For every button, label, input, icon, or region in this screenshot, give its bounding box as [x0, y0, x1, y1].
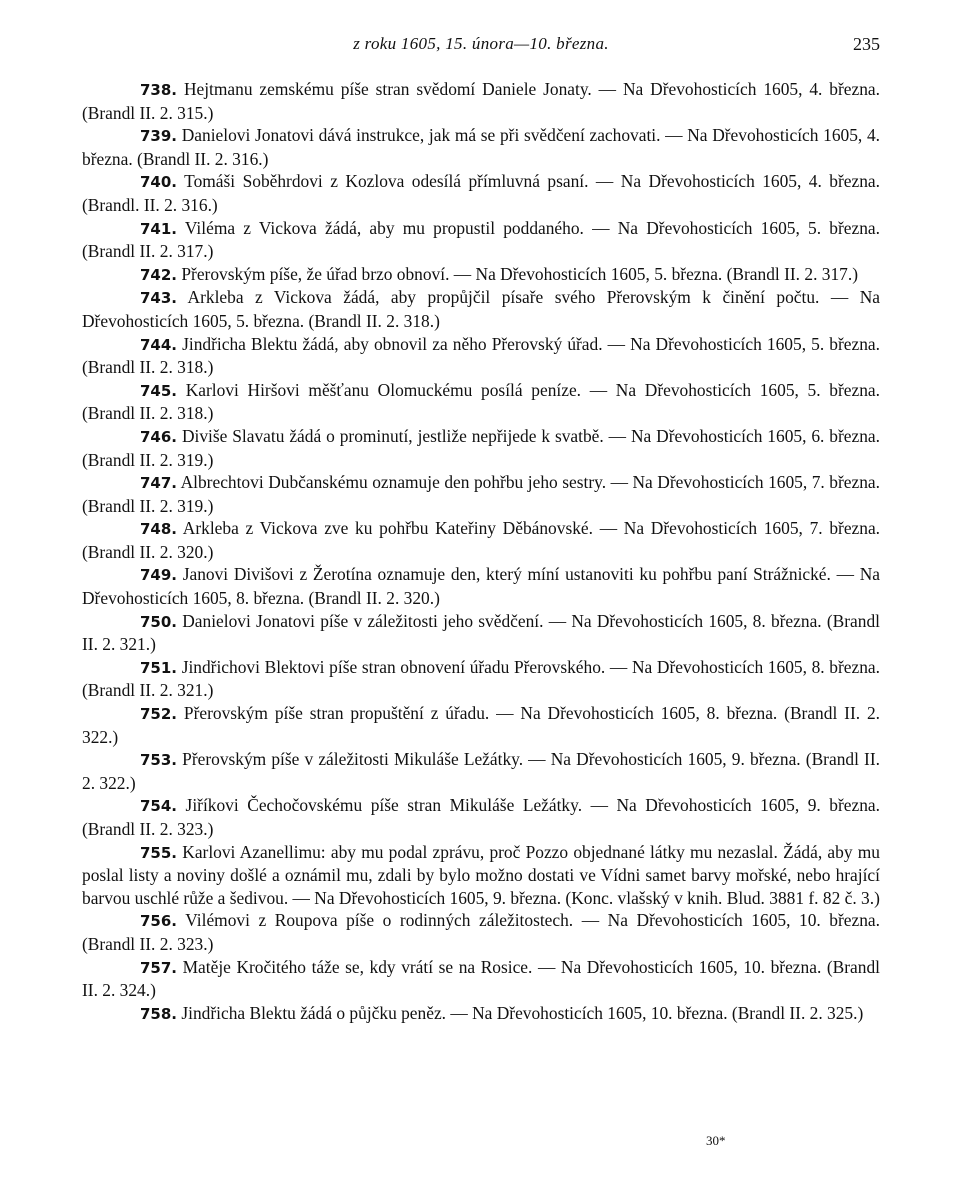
entry-text: Viléma z Vickova žádá, aby mu propustil poddaného. — Na Dřevohosticích 1605, 5. března. (Brandl II. 2. 317.) — [82, 217, 880, 262]
regest-entry — [82, 263, 880, 287]
entry-number: 751. — [140, 658, 178, 677]
entry-number: 741. — [140, 219, 178, 238]
entry-text: Diviše Slavatu žádá o prominutí, jestliže nepřijede k svatbě. — Na Dřevohosticích 1605, 6. března. (Brandl II. 2. 319.) — [82, 425, 880, 470]
entry-list — [82, 78, 880, 1025]
entry-number: 738. — [140, 81, 178, 99]
entry-number: 758. — [140, 1004, 178, 1023]
entry-text: Karlovi Hiršovi měšťanu Olomuckému posílá peníze. — Na Dřevohosticích 1605, 5. března. (Brandl II. 2. 318.) — [82, 379, 880, 424]
regest-entry — [82, 1002, 880, 1026]
regest-entry — [82, 170, 880, 216]
regest-entry — [82, 517, 880, 563]
regest-entry — [82, 748, 880, 794]
entry-number: 742. — [140, 265, 178, 284]
regest-entry — [82, 909, 880, 955]
entry-number: 745. — [140, 381, 178, 400]
signature-mark: 30* — [706, 1133, 726, 1148]
entry-text: Arkleba z Vickova zve ku pohřbu Kateřiny Děbánovské. — Na Dřevohosticích 1605, 7. března. (Brandl II. 2. 320.) — [82, 518, 881, 562]
entry-text: Hejtmanu zemskému píše stran svědomí Daniele Jonaty. — Na Dřevohosticích 1605, 4. března. (Brandl II. 2. 315.) — [82, 79, 880, 123]
regest-entry — [82, 794, 880, 840]
entry-text: Jindřichovi Blektovi píše stran obnovení úřadu Přerovského. — Na Dřevohosticích 1605, 8. března. (Brandl II. 2. 321.) — [82, 656, 880, 701]
regest-entry — [82, 563, 880, 609]
entry-text: Karlovi Azanellimu: aby mu podal zprávu, proč Pozzo objednané látky mu nezaslal. Žádá, aby mu poslal listy a noviny došlé a oznámil mu, zdali by bylo možno dostati ve Vídni samet barvy mořské, nebo hrající barvou uschlé růže a šedivou. — Na Dřevohosticích 1605, 9. března. (Konc. vlašský v knih. Blud. 3881 f. 82 č. 3.) — [82, 841, 880, 908]
entry-text: Přerovským píše, že úřad brzo obnoví. — Na Dřevohosticích 1605, 5. března. (Brandl II. 2. 317.) — [181, 263, 858, 284]
entry-text: Přerovským píše v záležitosti Mikuláše Ležátky. — Na Dřevohosticích 1605, 9. března. (Brandl II. 2. 322.) — [82, 749, 880, 793]
entry-number: 757. — [140, 958, 178, 977]
entry-text: Albrechtovi Dubčanskému oznamuje den pohřbu jeho sestry. — Na Dřevohosticích 1605, 7. března. (Brandl II. 2. 319.) — [82, 472, 880, 516]
entry-number: 743. — [140, 289, 178, 308]
entry-text: Janovi Divišovi z Žerotína oznamuje den, který míní ustanoviti ku pohřbu paní Strážnické. — Na Dřevohosticích 1605, 8. března. (Brandl II. 2. 320.) — [82, 564, 880, 609]
page-header — [82, 34, 880, 56]
entry-text: Vilémovi z Roupova píše o rodinných záležitostech. — Na Dřevohosticích 1605, 10. března. (Brandl II. 2. 323.) — [82, 910, 880, 954]
entry-number: 752. — [140, 705, 178, 724]
regest-entry — [82, 702, 880, 748]
entry-text: Jiříkovi Čechočovskému píše stran Mikuláše Ležátky. — Na Dřevohosticích 1605, 9. března. (Brandl II. 2. 323.) — [82, 795, 880, 839]
entry-number: 746. — [140, 427, 178, 446]
regest-entry — [82, 286, 880, 332]
entry-number: 749. — [140, 566, 178, 585]
entry-number: 748. — [140, 520, 178, 539]
entry-text: Danielovi Jonatovi píše v záležitosti jeho svědčení. — Na Dřevohosticích 1605, 8. března. (Brandl II. 2. 321.) — [82, 610, 880, 655]
page-number: 235 — [853, 34, 880, 54]
entry-number: 739. — [140, 127, 178, 146]
regest-entry — [82, 217, 880, 263]
entry-number: 740. — [140, 173, 178, 192]
running-title: z roku 1605, 15. února—10. března. — [353, 34, 609, 53]
entry-text: Jindřicha Blektu žádá o půjčku peněz. — Na Dřevohosticích 1605, 10. března. (Brandl II. 2. 325.) — [181, 1002, 864, 1023]
regest-entry — [82, 124, 880, 170]
regest-entry — [82, 333, 880, 379]
entry-number: 754. — [140, 797, 178, 816]
entry-text: Jindřicha Blektu žádá, aby obnovil za něho Přerovský úřad. — Na Dřevohosticích 1605, 5. března. (Brandl II. 2. 318.) — [82, 333, 880, 378]
entry-text: Přerovským píše stran propuštění z úřadu. — Na Dřevohosticích 1605, 8. března. (Brandl II. 2. 322.) — [82, 703, 880, 747]
regest-entry — [82, 656, 880, 702]
regest-entry — [82, 78, 880, 124]
entry-text: Tomáši Soběhrdovi z Kozlova odesílá přímluvná psaní. — Na Dřevohosticích 1605, 4. března. (Brandl. II. 2. 316.) — [82, 171, 880, 215]
entry-number: 755. — [140, 843, 178, 862]
entry-text: Arkleba z Vickova žádá, aby propůjčil písaře svého Přerovským k činění počtu. — Na Dřevohosticích 1605, 5. března. (Brandl II. 2. 318.) — [82, 287, 880, 331]
regest-entry — [82, 841, 880, 910]
entry-number: 747. — [140, 474, 178, 493]
regest-entry — [82, 425, 880, 471]
entry-number: 750. — [140, 612, 178, 631]
regest-entry — [82, 379, 880, 425]
regest-entry — [82, 956, 880, 1002]
regest-entry — [82, 471, 880, 517]
entry-number: 756. — [140, 912, 178, 931]
entry-text: Matěje Kročitého táže se, kdy vrátí se na Rosice. — Na Dřevohosticích 1605, 10. března. (Brandl II. 2. 324.) — [82, 956, 880, 1001]
entry-number: 744. — [140, 335, 178, 354]
entry-number: 753. — [140, 751, 178, 770]
regest-entry — [82, 610, 880, 656]
entry-text: Danielovi Jonatovi dává instrukce, jak má se při svědčení zachovati. — Na Dřevohosticích 1605, 4. března. (Brandl II. 2. 316.) — [82, 125, 880, 169]
